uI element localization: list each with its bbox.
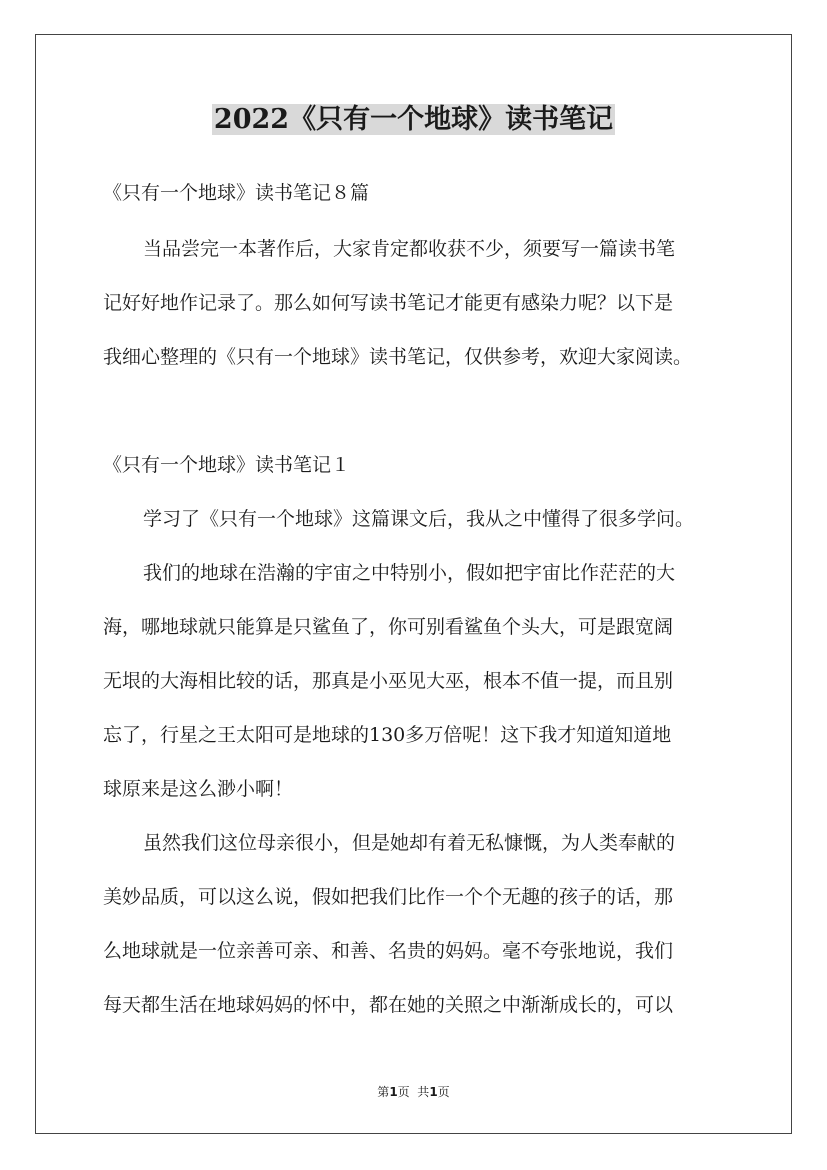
intro-line-1: 当品尝完一本著作后，大家肯定都收获不少，须要写一篇读书笔	[143, 238, 676, 260]
paragraph-2-line-2: 海，哪地球就只能算是只鲨鱼了，你可别看鲨鱼个头大，可是跟宽阔	[103, 616, 674, 638]
footer-page-number: 1	[389, 1085, 398, 1099]
intro-line-3: 我细心整理的《只有一个地球》读书笔记，仅供参考，欢迎大家阅读。	[103, 346, 693, 368]
footer-total-pages: 1	[429, 1085, 438, 1099]
document-subtitle: 《只有一个地球》读书笔记８篇	[103, 182, 370, 204]
footer-page-prefix: 第	[377, 1085, 390, 1099]
paragraph-3-line-2: 美妙品质，可以这么说，假如把我们比作一个个无趣的孩子的话，那	[103, 886, 674, 908]
paragraph-2-line-5: 球原来是这么渺小啊！	[103, 778, 294, 800]
paragraph-1-line-1: 学习了《只有一个地球》这篇课文后，我从之中懂得了很多学问。	[143, 508, 695, 530]
document-title: 2022《只有一个地球》读书笔记	[213, 104, 614, 135]
paragraph-2-line-4: 忘了，行星之王太阳可是地球的130多万倍呢！这下我才知道知道地	[103, 724, 672, 746]
paragraph-3-line-4: 每天都生活在地球妈妈的怀中，都在她的关照之中渐渐成长的，可以	[103, 994, 674, 1016]
footer-page-suffix: 页	[437, 1085, 450, 1099]
paragraph-3-line-1: 虽然我们这位母亲很小，但是她却有着无私慷慨，为人类奉献的	[143, 832, 676, 854]
section-heading-1: 《只有一个地球》读书笔记１	[103, 454, 351, 476]
paragraph-2-line-1: 我们的地球在浩瀚的宇宙之中特别小，假如把宇宙比作茫茫的大	[143, 562, 676, 584]
page-footer	[0, 1083, 827, 1101]
footer-page-mid: 页 共	[397, 1085, 430, 1099]
paragraph-3-line-3: 么地球就是一位亲善可亲、和善、名贵的妈妈。毫不夸张地说，我们	[103, 940, 674, 962]
intro-line-2: 记好好地作记录了。那么如何写读书笔记才能更有感染力呢？以下是	[103, 292, 674, 314]
paragraph-2-line-3: 无垠的大海相比较的话，那真是小巫见大巫，根本不值一提，而且别	[103, 670, 674, 692]
